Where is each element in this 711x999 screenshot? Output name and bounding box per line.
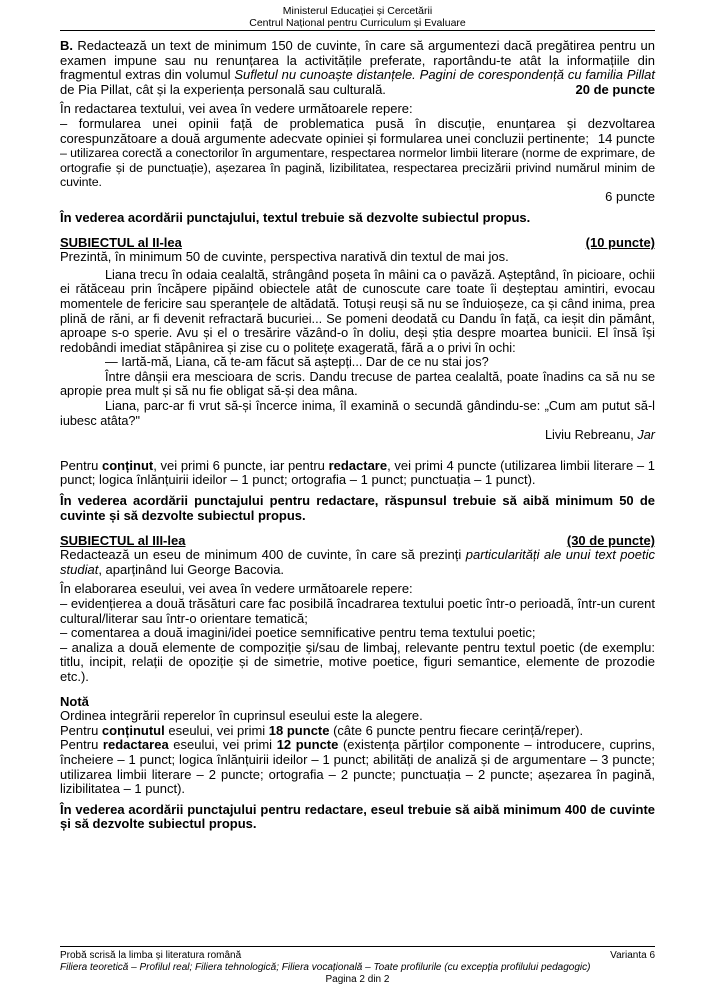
section-b-req2-points: 6 puncte [605,188,655,204]
subject-3-note: În vederea acordării punctajului pentru redactare, eseul trebuie să aibă minimum 400 de cuvinte și să dezvolte subiectul propus. [60,801,655,832]
nota-line-3: Pentru redactarea eseului, vei primi 12 puncte (existența părților componente – introducere, cuprins, încheiere – 1 punct; logica înlănțuirii ideilor – 1 punct; abilități de analiză și de argumentare – 3 puncte; utilizarea limbii literare – 2 puncte; ortografia – 2 puncte; punctuația – 2 puncte; așezarea în pagină, lizibilitatea – 1 punct). [60,737,655,797]
section-b-req2: – utilizarea corectă a conectorilor în argumentare, respectarea normelor limbii literare (norme de exprimare, de ortografie și de punctuație), așezarea în pagină, lizibilitatea, respectarea precizării privind numărul minim de cuvinte. [60,146,655,190]
nota-title: Notă [60,693,89,709]
excerpt-dialog: — Iartă-mă, Liana, că te-am făcut să aștepți... Dar de ce nu stai jos? [105,355,489,370]
subject-3-title: SUBIECTUL al III-lea [60,533,186,549]
section-b-label: B. [60,38,73,53]
subject-2-points: (10 puncte) [585,235,655,251]
subject-3-req1: – evidențierea a două trăsături care fac posibilă încadrarea textului poetic într-o perioadă, într-un curent cultural/literar sau într-o orientare tematică; [60,596,655,626]
subject-3-title-row [60,533,655,548]
footer-exam-name: Probă scrisă la limba și literatura română [60,950,242,961]
section-b-points: 20 de puncte [575,81,655,97]
section-b-note: În vederea acordării punctajului, textul trebuie să dezvolte subiectul propus. [60,209,531,225]
subject-3-req3: – analiza a două elemente de compoziție și/sau de limbaj, relevante pentru textul poetic (de exemplu: titlu, incipit, relații de opoziție și de simetrie, motive poetice, figuri semantice, elemente de prozodie etc.). [60,639,655,684]
subject-2-task: Prezintă, în minimum 50 de cuvinte, perspectiva narativă din textul de mai jos. [60,249,509,265]
subject-2-title: SUBIECTUL al II-lea [60,235,182,251]
ministry-name: Ministerul Educației și Cercetării [282,5,433,17]
subject-3-task: Redactează un eseu de minimum 400 de cuvinte, în care să prezinți particularități ale unui text poetic studiat, aparținând lui George Bacovia. [60,547,655,577]
subject-2-scoring: Pentru conținut, vei primi 6 puncte, iar pentru redactare, vei primi 4 puncte (utilizarea limbii literare – 1 punct; logica înlănțuirii ideilor – 1 punct; ortografia – 1 punct; punctuația – 1 punct). [60,457,656,488]
excerpt-paragraph: Liana trecu în odaia cealaltă, strângând poșeta în mâini ca o pavăză. Așteptând, în picioare, ochii ei rătăceau prin încăpere pipăind obiectele atât de cunoscute care toate îi deșteptau amintiri, evocau momentele de fericire sau speranțele de altădată. Totuși reuși să nu se înduioșeze, ca și când inima, prea plină de răni, ar fi devenit refractară bucuriei... Se pomeni deodată cu Dandu în față, ca ieșit din pământ, aproape s-o sperie. Avu și el o tresărire văzând-o în doliu, deși știa despre moartea bunicii. El însă își redobândi imediat stăpânirea și zise cu o politețe exagerată, fără a o privi în ochi: [60,267,655,355]
subject-2-note: În vederea acordării punctajului pentru redactare, răspunsul trebuie să aibă minimum 50 de cuvinte și să dezvolte subiectul propus. [60,493,655,523]
page-footer [60,946,655,986]
nota-line-2: Pentru conținutul eseului, vei primi 18 puncte (câte 6 puncte pentru fiecare cerință/reper). [60,722,584,738]
footer-profile: Filiera teoretică – Profilul real; Filiera tehnologică; Filiera vocațională – Toate profilurile (cu excepția profilului pedagogic) [60,962,591,973]
subject-3-points: (30 de puncte) [566,533,655,549]
subject-2-title-row [60,235,655,250]
excerpt-source: Liviu Rebreanu, Jar [544,428,655,443]
footer-page-number: Pagina 2 din 2 [325,974,390,985]
page-header [60,0,655,29]
work-title: Jar [637,428,655,443]
nota-line-1: Ordinea integrării reperelor în cuprinsul eseului este la alegere. [60,708,423,724]
header-divider [60,30,655,31]
literary-excerpt [60,268,655,443]
center-name: Centrul Național pentru Curriculum și Evaluare [249,17,466,29]
section-b-reqs-heading: În redactarea textului, vei avea în vedere următoarele repere: [60,101,413,117]
subject-3-req2: – comentarea a două imagini/idei poetice semnificative pentru tema textului poetic; [60,625,536,641]
footer-variant: Varianta 6 [610,950,655,961]
excerpt-paragraph: Între dânșii era mescioara de scris. Dandu trecuse de partea cealaltă, poate înadins ca să nu se apropie prea mult și să nu fie obligat să-și dea mâna. [60,369,655,399]
section-b-task: B. Redactează un text de minimum 150 de cuvinte, în care să argumentezi dacă pregătirea pentru un examen impune sau nu renunțarea la activitățile preferate, raportându-te atât la informațiile din fragmentul extras din volumul Sufletul nu cunoaște distanțele. Pagini de corespondență cu familia Pillat de Pia Pillat, cât și la experiența personală sau culturală. 20 de puncte [60,38,655,97]
book-title: Sufletul nu cunoaște distanțele. Pagini de corespondență cu familia Pillat [234,67,655,83]
subject-3-reqs-heading: În elaborarea eseului, vei avea în vedere următoarele repere: [60,581,413,597]
section-b-req1-points: 14 puncte [597,130,655,146]
section-b-req1: – formularea unei opinii față de problematica pusă în discuție, enunțarea și dezvoltarea corespunzătoare a două argumente adecvate opiniei și formularea unei concluzii pertinente; 14 puncte [60,115,655,146]
excerpt-paragraph: Liana, parc-ar fi vrut să-și încerce inima, îl examină o secundă gândindu-se: „Cum am putut să-l iubesc atâta?" [60,399,655,428]
